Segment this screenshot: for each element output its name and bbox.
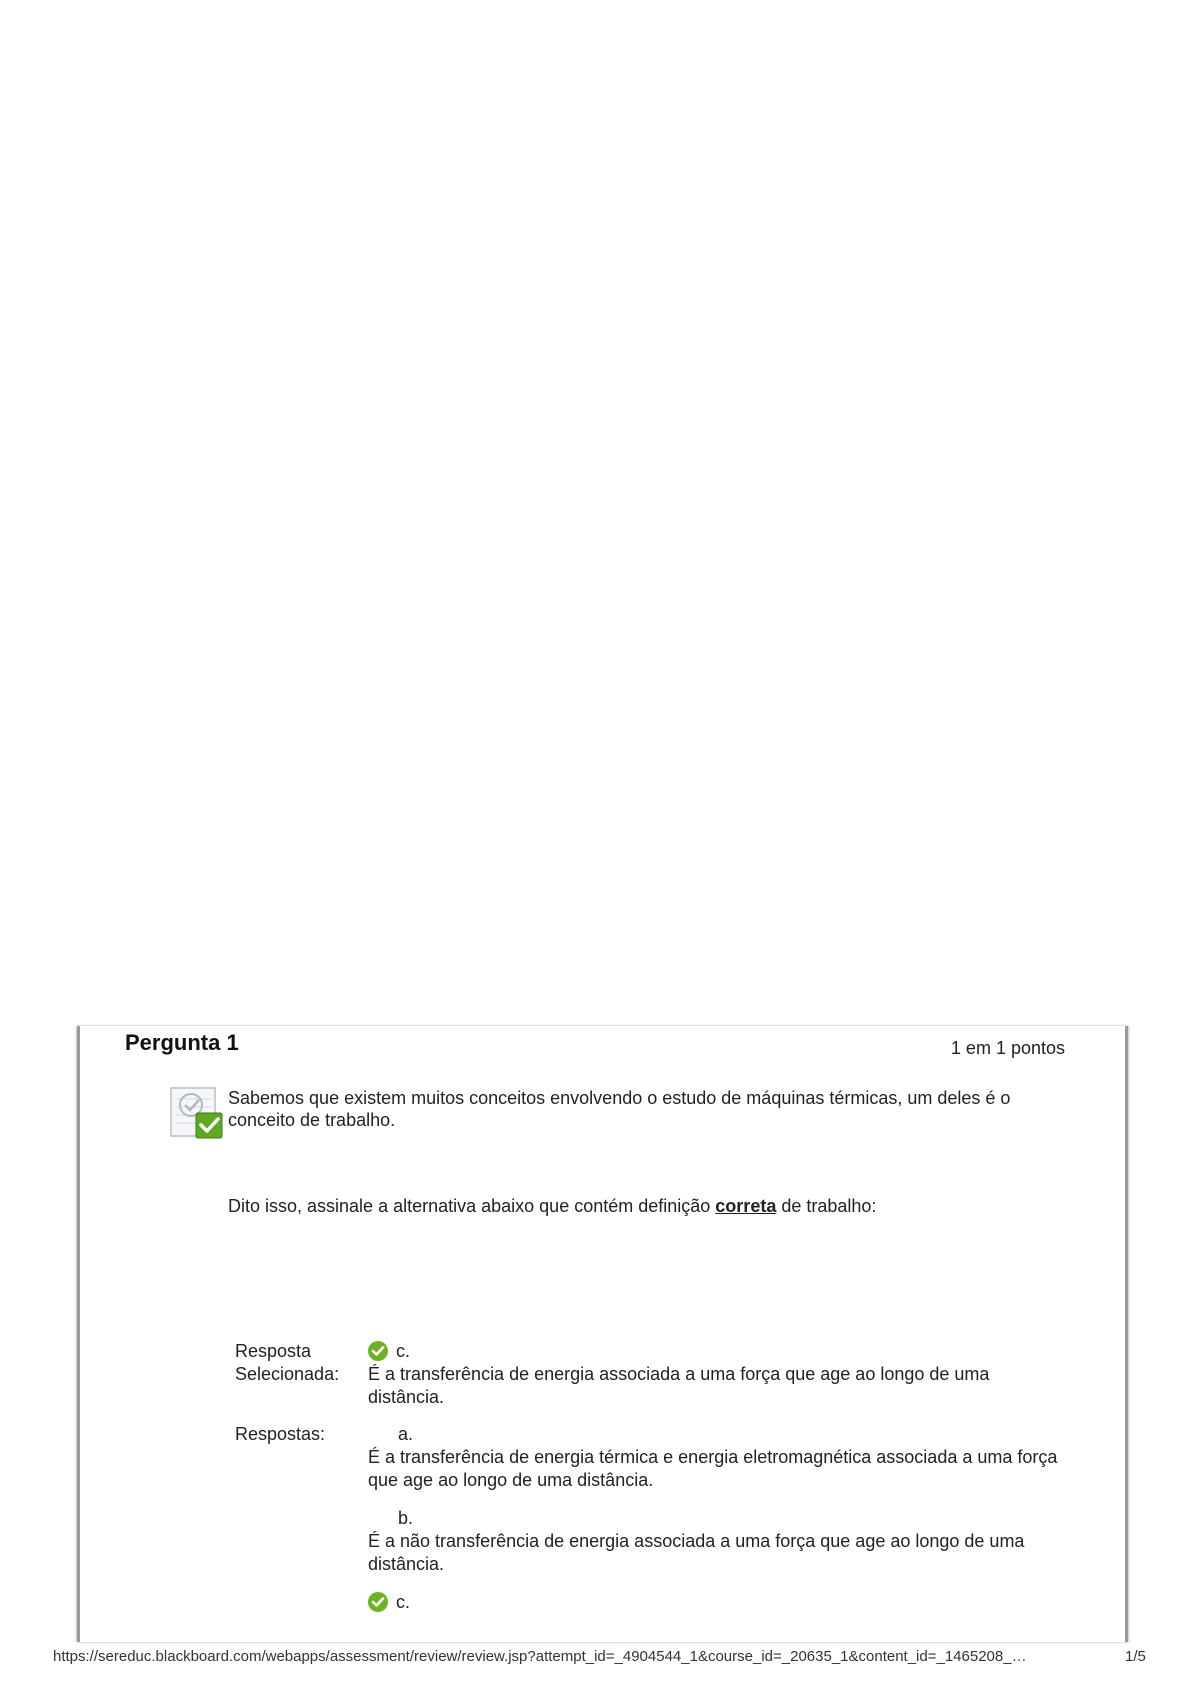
answer-option-b xyxy=(368,1507,1068,1576)
selected-answer-text: É a transferência de energia associada a uma força que age ao longo de uma distância. xyxy=(368,1364,990,1407)
selected-label-line2: Selecionada: xyxy=(235,1364,340,1384)
answer-option-a xyxy=(368,1423,1068,1492)
answer-option-c xyxy=(368,1591,1068,1614)
selected-label-line1: Resposta xyxy=(235,1341,312,1361)
selected-answer xyxy=(368,1340,1068,1409)
selected-answer-label xyxy=(235,1340,339,1386)
answers-label: Respostas: xyxy=(235,1424,326,1444)
footer-page-number: 1/5 xyxy=(1125,1648,1146,1665)
question-text: Sabemos que existem muitos conceitos envolvendo o estudo de máquinas térmicas, um deles é o conceito de trabalho. xyxy=(228,1088,1011,1130)
instruction-text-end: de trabalho: xyxy=(776,1196,877,1216)
answer-option-letter: b. xyxy=(398,1508,414,1528)
question-instruction xyxy=(228,1195,1068,1217)
question-title: Pergunta 1 xyxy=(125,1030,239,1055)
answer-option-text: É a não transferência de energia associada a uma força que age ao longo de uma distância. xyxy=(368,1531,1025,1574)
selected-answer-letter: c. xyxy=(396,1341,411,1361)
correct-check-icon xyxy=(368,1592,388,1612)
question-points: 1 em 1 pontos xyxy=(950,1038,1065,1058)
instruction-emphasis: correta xyxy=(715,1196,777,1216)
answer-option-letter: c. xyxy=(396,1592,411,1612)
footer-url: https://sereduc.blackboard.com/webapps/assessment/review/review.jsp?attempt_id=_4904544_1&course_id=_20635_1&content_id=_1465208_… xyxy=(53,1648,1027,1665)
instruction-text: Dito isso, assinale a alternativa abaixo que contém definição xyxy=(228,1196,716,1216)
graded-correct-icon xyxy=(169,1085,225,1141)
selected-answer-head xyxy=(368,1340,1068,1363)
answer-option-letter: a. xyxy=(398,1424,414,1444)
correct-check-icon xyxy=(368,1341,388,1361)
answer-option-text: É a transferência de energia térmica e energia eletromagnética associada a uma força que age ao longo de uma distância. xyxy=(368,1447,1058,1490)
